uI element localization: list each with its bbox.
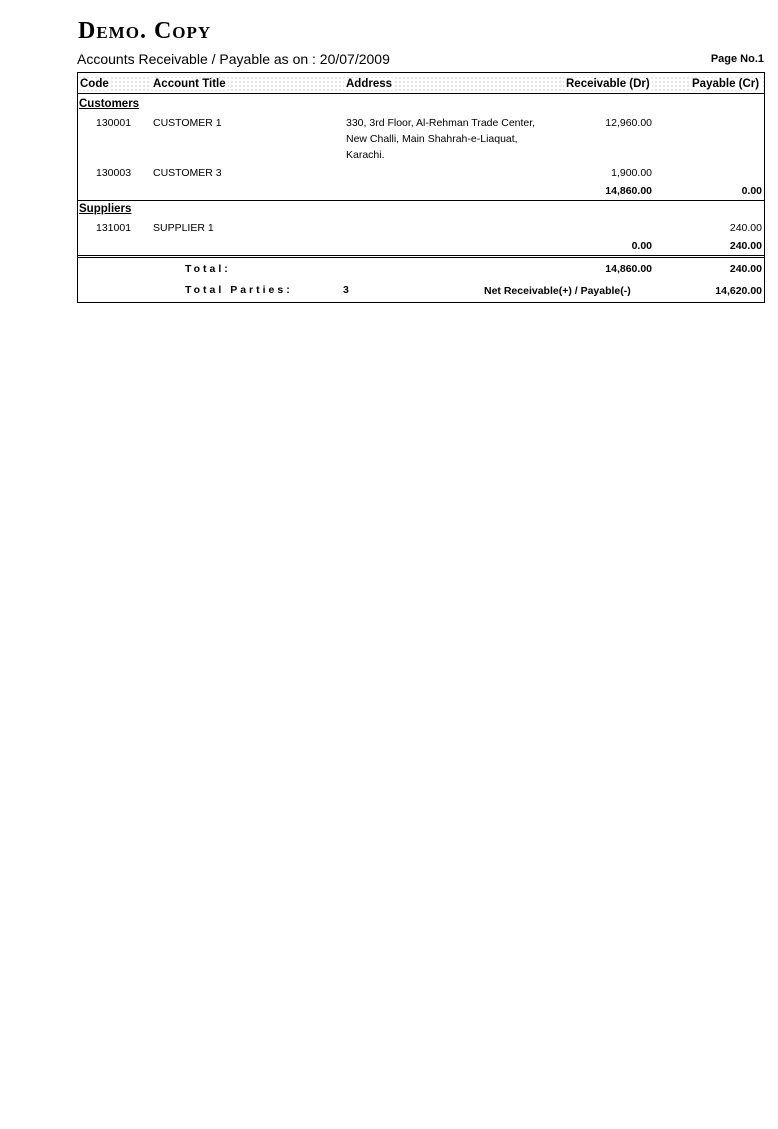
customers-subtotal-receivable: 14,860.00 bbox=[605, 185, 652, 197]
total-receivable: 14,860.00 bbox=[605, 263, 652, 275]
row-code: 130001 bbox=[96, 117, 132, 129]
row-address-line: 330, 3rd Floor, Al-Rehman Trade Center, bbox=[346, 117, 536, 129]
column-receivable: Receivable (Dr) bbox=[566, 78, 650, 90]
row-account-title: CUSTOMER 3 bbox=[153, 167, 222, 179]
watermark-title: Demo. Copy bbox=[78, 18, 212, 44]
row-address-line: Karachi. bbox=[346, 149, 385, 161]
total-parties-count: 3 bbox=[343, 284, 349, 296]
total-label: Total: bbox=[185, 263, 231, 275]
column-payable: Payable (Cr) bbox=[692, 78, 760, 90]
totals-divider bbox=[78, 255, 764, 256]
report-table bbox=[77, 72, 765, 303]
group-customers: Customers bbox=[79, 98, 140, 110]
page-number: Page No.1 bbox=[710, 53, 764, 65]
customers-subtotal-payable: 0.00 bbox=[741, 185, 762, 197]
report-title: Accounts Receivable / Payable as on : 20/07/2009 bbox=[77, 51, 390, 67]
row-code: 131001 bbox=[96, 222, 132, 234]
group-divider bbox=[78, 200, 764, 201]
row-account-title: SUPPLIER 1 bbox=[153, 222, 214, 234]
total-parties-label: Total Parties: bbox=[185, 284, 293, 296]
row-payable: 240.00 bbox=[729, 222, 762, 234]
totals-divider bbox=[78, 257, 764, 258]
column-address: Address bbox=[346, 78, 393, 90]
row-receivable: 1,900.00 bbox=[611, 167, 652, 179]
group-suppliers: Suppliers bbox=[79, 203, 132, 215]
net-label: Net Receivable(+) / Payable(-) bbox=[484, 285, 631, 297]
column-account-title: Account Title bbox=[153, 78, 226, 90]
total-payable: 240.00 bbox=[729, 263, 762, 275]
suppliers-subtotal-receivable: 0.00 bbox=[631, 240, 652, 252]
row-code: 130003 bbox=[96, 167, 132, 179]
row-address-line: New Challi, Main Shahrah-e-Liaquat, bbox=[346, 133, 518, 145]
column-header-row bbox=[78, 75, 764, 94]
net-value: 14,620.00 bbox=[715, 285, 762, 297]
row-receivable: 12,960.00 bbox=[605, 117, 652, 129]
column-code: Code bbox=[80, 78, 109, 90]
suppliers-subtotal-payable: 240.00 bbox=[729, 240, 762, 252]
row-account-title: CUSTOMER 1 bbox=[153, 117, 222, 129]
